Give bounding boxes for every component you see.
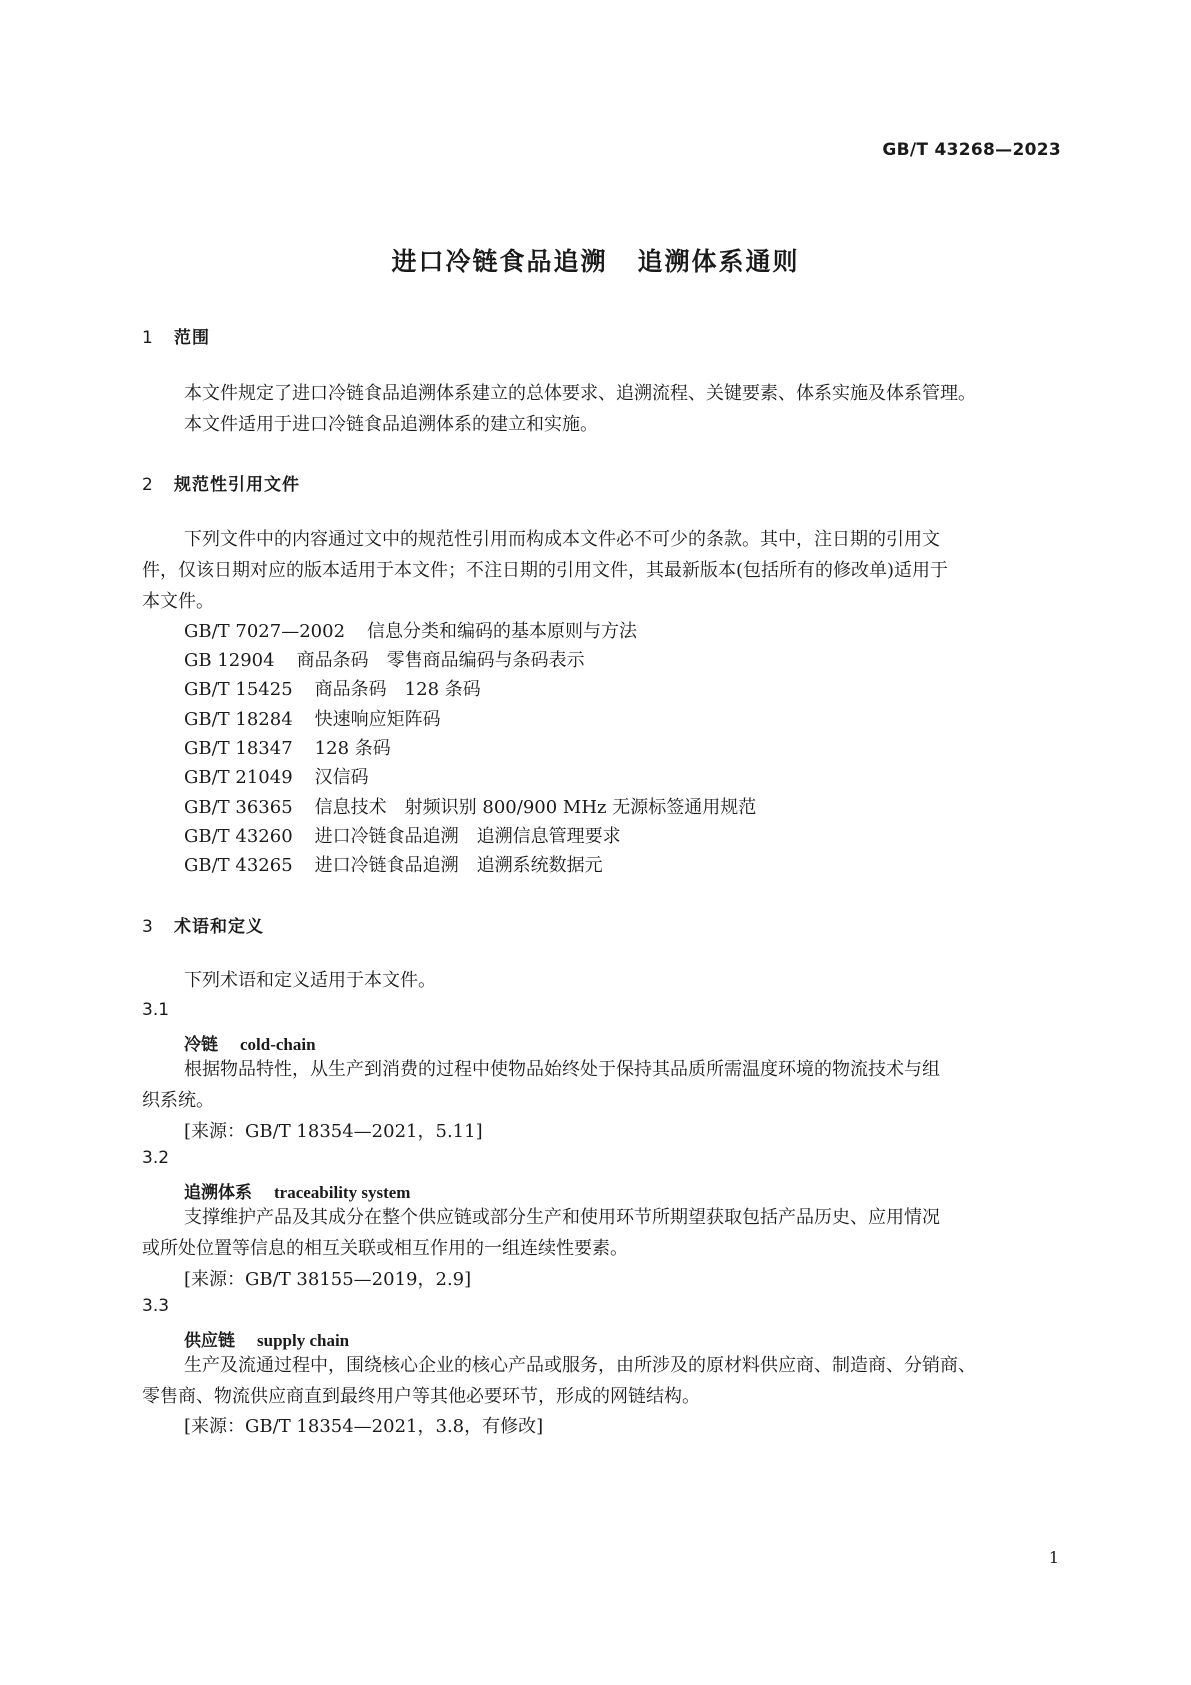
reference-item (184, 763, 369, 789)
title-part-2: 追溯体系通则 (637, 247, 800, 276)
reference-code: GB/T 43260 (184, 826, 293, 847)
definition-line: 根据物品特性，从生产到消费的过程中使物品始终处于保持其品质所需温度环境的物流技术与组 (184, 1059, 940, 1080)
reference-item (184, 734, 391, 760)
term-source: [来源：GB/T 18354—2021，5.11] (184, 1121, 483, 1142)
reference-item (184, 822, 621, 848)
reference-item (184, 646, 585, 672)
term-source: [来源：GB/T 18354—2021，3.8，有修改] (184, 1416, 544, 1437)
section-3-title: 术语和定义 (174, 917, 264, 937)
section-2-title: 规范性引用文件 (174, 475, 300, 495)
term-en: traceability system (274, 1183, 411, 1202)
term-number: 3.1 (142, 1000, 170, 1020)
standard-code: GB/T 43268—2023 (882, 140, 1061, 160)
definition-line: 织系统。 (142, 1090, 214, 1111)
reference-code: GB/T 36365 (184, 797, 293, 818)
section-1-title: 范围 (174, 328, 210, 348)
reference-item (184, 617, 637, 643)
reference-code: GB 12904 (184, 650, 275, 671)
intro-line: 件，仅该日期对应的版本适用于本文件；不注日期的引用文件，其最新版本(包括所有的修改单)适用于 (142, 560, 949, 581)
reference-code: GB/T 7027—2002 (184, 621, 346, 642)
definition-line: 生产及流通过程中，围绕核心企业的核心产品或服务，由所涉及的原材料供应商、制造商、分销商、 (184, 1355, 976, 1376)
term-en: cold-chain (240, 1035, 316, 1054)
term-en: supply chain (257, 1331, 350, 1350)
term-source: [来源：GB/T 38155—2019，2.9] (184, 1269, 472, 1290)
reference-name: 快速响应矩阵码 (314, 709, 441, 730)
term-definition (142, 1350, 1062, 1412)
reference-name: 汉信码 (314, 767, 369, 788)
section-3-heading (142, 912, 264, 937)
section-2-number: 2 (142, 475, 154, 495)
reference-item (184, 793, 756, 819)
term-number: 3.2 (142, 1148, 170, 1168)
section-3-intro (142, 965, 1062, 996)
term-definition (142, 1054, 1062, 1116)
term-zh: 冷链 (184, 1035, 218, 1055)
term-number: 3.3 (142, 1296, 170, 1316)
document-title (0, 242, 1191, 278)
reference-item (184, 675, 481, 701)
reference-code: GB/T 18284 (184, 709, 293, 730)
term-definition (142, 1202, 1062, 1264)
definition-line: 零售商、物流供应商直到最终用户等其他必要环节，形成的网链结构。 (142, 1386, 700, 1407)
page-number: 1 (1048, 1548, 1059, 1567)
reference-name: 进口冷链食品追溯 追溯信息管理要求 (314, 826, 621, 847)
reference-code: GB/T 15425 (184, 679, 293, 700)
intro-line: 下列文件中的内容通过文中的规范性引用而构成本文件必不可少的条款。其中，注日期的引用文 (184, 529, 940, 550)
reference-name: 信息分类和编码的基本原则与方法 (367, 621, 638, 642)
reference-name: 进口冷链食品追溯 追溯系统数据元 (314, 855, 603, 876)
reference-item (184, 851, 603, 877)
reference-code: GB/T 21049 (184, 767, 293, 788)
section-1-paragraph: 本文件规定了进口冷链食品追溯体系建立的总体要求、追溯流程、关键要素、体系实施及体系管理。 (184, 383, 976, 404)
reference-code: GB/T 18347 (184, 738, 293, 759)
section-1-body (142, 378, 1062, 440)
section-1-heading (142, 323, 210, 348)
term-heading (184, 1030, 316, 1055)
intro-line: 下列术语和定义适用于本文件。 (184, 970, 436, 991)
intro-line: 本文件。 (142, 591, 214, 612)
section-2-heading (142, 470, 300, 495)
title-part-1: 进口冷链食品追溯 (391, 247, 608, 276)
term-heading (184, 1178, 410, 1203)
reference-item (184, 705, 441, 731)
section-1-paragraph: 本文件适用于进口冷链食品追溯体系的建立和实施。 (184, 414, 598, 435)
section-3-number: 3 (142, 917, 154, 937)
term-zh: 供应链 (184, 1331, 235, 1351)
reference-name: 商品条码 128 条码 (314, 679, 481, 700)
definition-line: 支撑维护产品及其成分在整个供应链或部分生产和使用环节所期望获取包括产品历史、应用情况 (184, 1207, 940, 1228)
reference-name: 商品条码 零售商品编码与条码表示 (296, 650, 585, 671)
section-2-intro (142, 524, 1062, 617)
reference-code: GB/T 43265 (184, 855, 293, 876)
reference-name: 128 条码 (314, 738, 391, 759)
section-1-number: 1 (142, 328, 154, 348)
definition-line: 或所处位置等信息的相互关联或相互作用的一组连续性要素。 (142, 1238, 628, 1259)
term-zh: 追溯体系 (184, 1183, 252, 1203)
reference-name: 信息技术 射频识别 800/900 MHz 无源标签通用规范 (314, 797, 757, 818)
term-heading (184, 1326, 349, 1351)
